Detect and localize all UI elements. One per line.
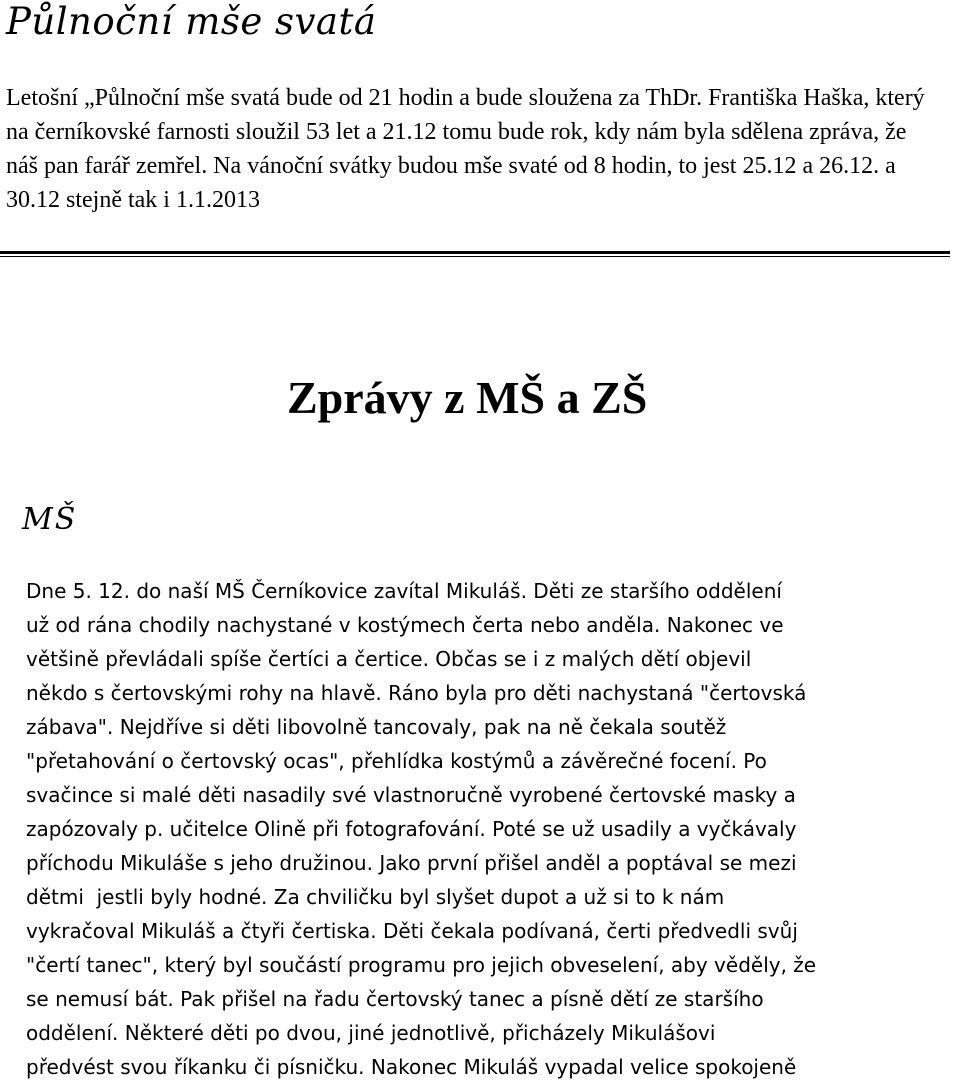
section-heading: Zprávy z MŠ a ZŠ bbox=[287, 372, 648, 423]
section-divider-thick bbox=[0, 251, 950, 254]
intro-paragraph: Letošní „Půlnoční mše svatá bude od 21 hodin a bude sloužena za ThDr. Františka Haška, který na černíkovské farnosti sloužil 53 let a 21.12 tomu bude rok, kdy nám byla sdělena zpráva, že náš pan farář zemřel. Na vánoční svátky budou mše svaté od 8 hodin, to jest 25.12 a 26.12. a 30.12 stejně tak i 1.1.2013 bbox=[6, 85, 925, 213]
section-divider-thin bbox=[0, 256, 950, 257]
article-paragraph: Dne 5. 12. do naší MŠ Černíkovice zavítal Mikuláš. Děti ze staršího oddělení už od rána chodily nachystané v kostýmech čerta nebo anděla. Nakonec ve většině převládali spíše čertíci a čertice. Občas se i z malých dětí objevil někdo s čertovskými rohy na hlavě. Ráno byla pro děti nachystaná "čertovská zábava". Nejdříve si děti libovolně tancovaly, pak na ně čekala soutěž "přetahování o čertovský ocas", přehlídka kostýmů a závěrečné focení. Po svačince si malé děti nasadily své vlastnoručně vyrobené čertovské masky a zapózovaly p. učitelce Olině při fotografování. Poté se už usadily a vyčkávaly příchodu Mikuláše s jeho družinou. Jako první přišel anděl a poptával se mezi dětmi jestli byly hodné. Za chviličku byl slyšet dupot a už si to k nám vykračoval Mikuláš a čtyři čertiska. Děti čekala podívaná, čerti předvedli svůj "čertí tanec", který byl součástí programu pro jejich obveselení, aby věděly, že se nemusí bát. Pak přišel na řadu čertovský tanec a písně dětí ze staršího oddělení. Některé děti po dvou, jiné jednotlivě, přicházely Mikulášovi předvést svou říkanku či písničku. Nakonec Mikuláš vypadal velice spokojeně bbox=[26, 579, 817, 1079]
page-title: Půlnoční mše svatá bbox=[6, 0, 377, 43]
subsection-heading: MŠ bbox=[22, 502, 78, 537]
